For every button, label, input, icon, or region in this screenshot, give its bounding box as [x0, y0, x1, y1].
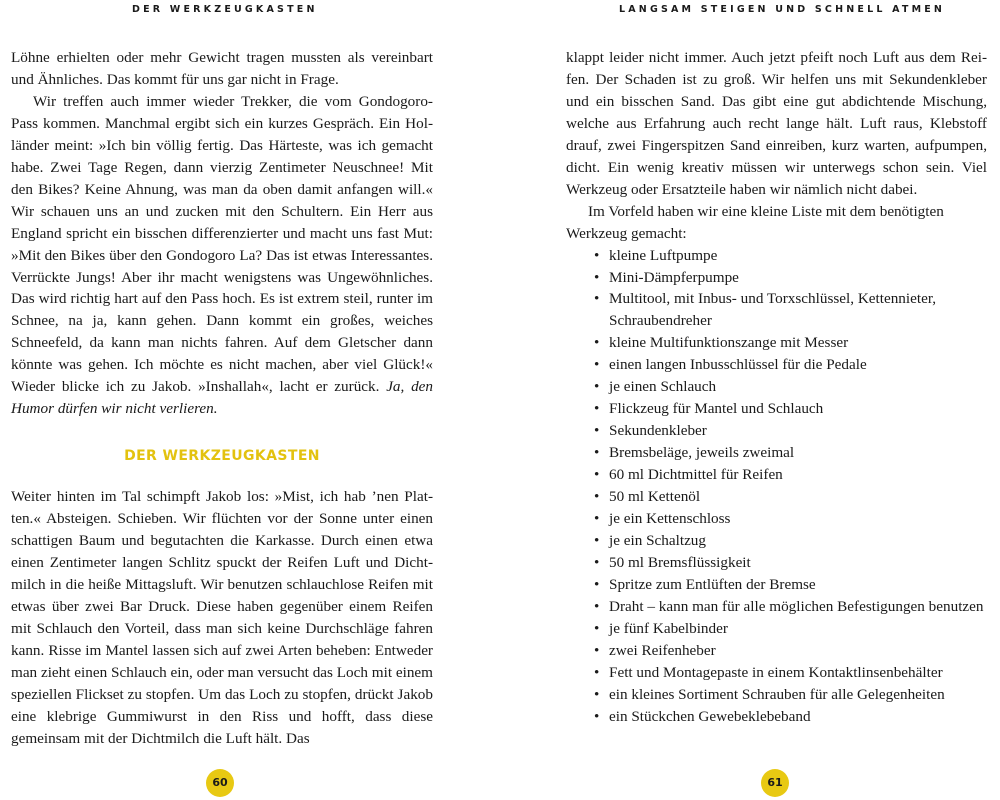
list-item: • 60 ml Dichtmittel für Reifen — [566, 464, 987, 486]
bullet-icon: • — [594, 510, 600, 528]
bullet-icon: • — [594, 422, 600, 440]
bullet-icon: • — [594, 641, 600, 659]
bullet-icon: • — [594, 597, 600, 615]
list-item: • Sekundenkleber — [566, 420, 987, 442]
list-item: • Draht – kann man für alle möglichen Befestigungen benutzen — [566, 596, 987, 618]
bullet-icon: • — [594, 444, 600, 462]
bullet-icon: • — [594, 466, 600, 484]
italic-line: Ja, den Humor dürfen wir nicht verlieren. — [11, 378, 434, 418]
list-item: • Multitool, mit Inbus- und Torxschlüssel, Kettennieter, Schraubendreher — [594, 290, 937, 330]
bullet-icon: • — [594, 378, 600, 396]
bullet-icon: • — [594, 685, 600, 703]
bullet-icon: • — [594, 290, 600, 308]
section-heading: DER WERKZEUGKASTEN — [124, 448, 320, 465]
list-item: • ein Stückchen Gewebeklebeband — [566, 706, 987, 728]
paragraph — [11, 91, 433, 420]
list-item: • je einen Schlauch — [566, 376, 987, 398]
bullet-icon: • — [594, 553, 600, 571]
list-item: • Fett und Montagepaste in einem Kontaktlinsenbehälter — [566, 662, 987, 684]
bullet-icon: • — [594, 400, 600, 418]
right-page — [500, 0, 1000, 800]
bullet-icon: • — [594, 356, 600, 374]
list-item: • kleine Luftpumpe — [566, 245, 987, 267]
page-number-right: 61 — [761, 769, 789, 797]
paragraph: Löhne erhielten oder mehr Gewicht tragen mussten als vereinbart und Ähnliches. Das kommt für uns gar nicht in Frage. — [11, 49, 433, 88]
list-item: • je ein Schaltzug — [566, 530, 987, 552]
bullet-icon: • — [594, 488, 600, 506]
list-item: • je ein Kettenschloss — [566, 508, 987, 530]
bullet-icon: • — [594, 246, 600, 264]
paragraph: Im Vorfeld haben wir eine kleine Liste mit dem benötigten Werkzeug gemacht: — [566, 202, 944, 242]
list-item: • kleine Multifunktionszange mit Messer — [566, 332, 987, 354]
list-item: • Flickzeug für Mantel und Schlauch — [566, 398, 987, 420]
list-item: • einen langen Inbusschlüssel für die Pedale — [566, 354, 987, 376]
paragraph-text: Wir treffen auch immer wieder Trekker, die vom Gondogoro-Pass kommen. Manchmal ergibt sich ein kurzes Gespräch. Ein Holländer meint: »Ich bin völlig fertig. Das Härteste, was ich gemacht habe. Zwei Tage Regen, dann vierzig Zentimeter Neuschnee! Mit den Bikes? Keine Ahnung, was man da oben damit anfangen will.« Wir schauen uns an und zucken mit den Schultern. Ein Herr aus England spricht ein bisschen differenzierter und macht uns fast Mut: »Mit den Bikes über den Gondogoro La? Das ist etwas Interessantes. Verrückte Jungs! Aber ihr macht wenigstens was Ungewöhnliches. Das wird richtig hart auf den Pass hoch. Es ist extrem steil, runter im Schnee, na ja, kann gehen. Dann kommt ein großes, weiches Schneefeld, da kann man nichts fahren. Auf dem Gletscher dann könnte was gehen. Ich möchte es nicht machen, aber viel Glück!« Wieder blicke ich zu Jakob. »Inshallah«, lacht er zurück. — [11, 92, 433, 396]
list-item: • Mini-Dämpferpumpe — [566, 267, 987, 289]
bullet-icon: • — [594, 334, 600, 352]
bullet-icon: • — [594, 575, 600, 593]
list-item: • Bremsbeläge, jeweils zweimal — [566, 442, 987, 464]
list-item: • Spritze zum Entlüften der Bremse — [566, 574, 987, 596]
list-item: • 50 ml Bremsflüssigkeit — [566, 552, 987, 574]
paragraph: Weiter hinten im Tal schimpft Jakob los: »Mist, ich hab ’nen Platten.« Absteigen. Schieben. Wir flüchten vor der Sonne unter einen schattigen Baum und begutachten die Karkasse. Durch einen etwa einen Zentimeter langen Schlitz spuckt der Reifen Luft und Dichtmilch in die heiße Mittagsluft. Wir benutzen schlauchlose Reifen mit etwas über zwei Bar Druck. Diese haben gegenüber einem Reifen mit Schlauch den Vorteil, dass man sich keine Durchschläge fahren kann. Risse im Mantel lassen sich auf zwei Arten beheben: Entweder man zieht einen Schlauch ein, oder man versucht das Loch mit einem speziellen Flickset zu stopfen. Um das Loch zu stopfen, drückt Jakob eine klebrige Gummiwurst in den Riss und hofft, dass diese gemeinsam mit der Dichtmilch die Luft hält. Das — [11, 488, 433, 747]
bullet-icon: • — [594, 531, 600, 549]
right-text-block — [566, 47, 987, 728]
paragraph: klappt leider nicht immer. Auch jetzt pfeift noch Luft aus dem Reifen. Der Schaden ist zu groß. Wir helfen uns mit Sekundenkleber und ein bisschen Sand. Das gibt eine gut abdichtende Mischung, welche aus Erfahrung auch recht lange hält. Luft raus, Klebstoff drauf, zwei Fingerspitzen Sand einreiben, kurz warten, aufpumpen, dicht. Ein wenig kreativ müssen wir unterwegs schon sein. Viel Werkzeug oder Ersatzteile haben wir nämlich nicht dabei. — [566, 49, 987, 198]
page-number-left: 60 — [206, 769, 234, 797]
bullet-icon: • — [594, 707, 600, 725]
bullet-icon: • — [594, 268, 600, 286]
list-item: • ein kleines Sortiment Schrauben für alle Gelegenheiten — [566, 684, 987, 706]
tool-list — [566, 245, 987, 728]
running-head-right: LANGSAM STEIGEN UND SCHNELL ATMEN — [619, 4, 946, 15]
list-item: • zwei Reifenheber — [566, 640, 987, 662]
list-item: • 50 ml Kettenöl — [566, 486, 987, 508]
running-head-left: DER WERKZEUGKASTEN — [132, 4, 318, 15]
list-item: • je fünf Kabelbinder — [566, 618, 987, 640]
bullet-icon: • — [594, 619, 600, 637]
left-text-block — [11, 47, 433, 750]
bullet-icon: • — [594, 663, 600, 681]
